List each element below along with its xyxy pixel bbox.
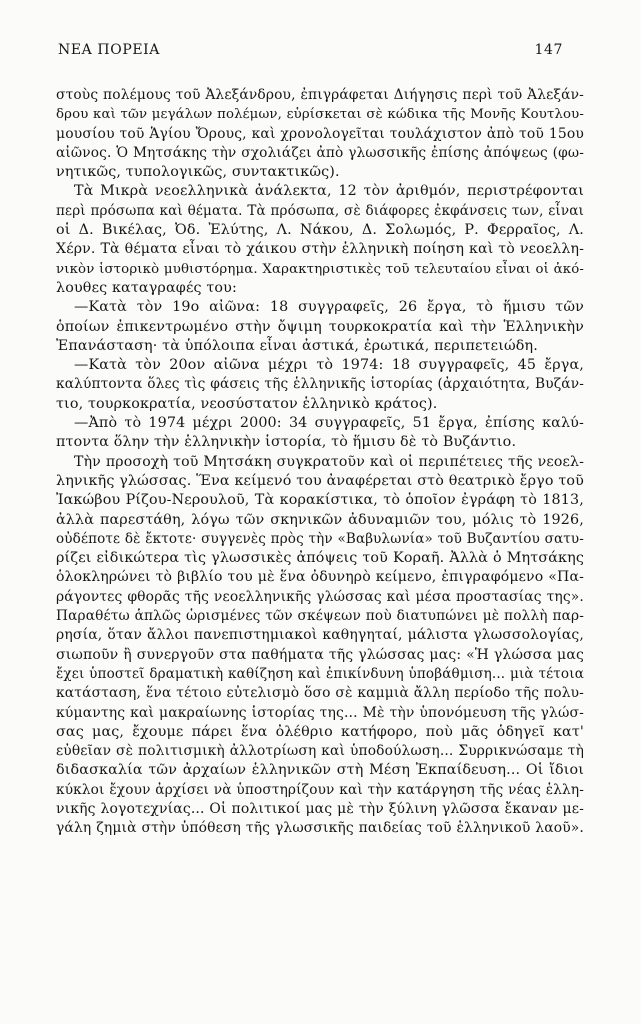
text-line: νικῆς λογοτεχνίας... Οἱ πολιτικοί μας μὲ τὴν ξύλινη γλῶσσα ἔκαναν με- [56,800,584,817]
text-line: εὐθεῖαν σὲ πολιτισμικὴ ἀλλοτρίωση καὶ ὑποδούλωση... Συρρικνώσαμε τὴ [56,743,584,760]
text-line: Τὰ Μικρὰ νεοελληνικὰ ἀνάλεκτα, 12 τὸν ἀριθμόν, περιστρέφονται [74,183,584,200]
text-line: οἱ Δ. Βικέλας, Ὀδ. Ἐλύτης, Λ. Νάκου, Δ. Σολωμός, Ρ. Φερραῖος, Λ. [56,222,584,239]
text-line: νικὸν ἱστορικὸ μυθιστόρημα. Χαρακτηριστικὲς τοῦ τελευταίου εἶναι οἱ ἀκό- [56,261,584,277]
text-line: νητικῶς, τυπολογικῶς, συντακτικῶς). [56,164,340,181]
text-line: δρου καὶ τῶν μεγάλων πολέμων, εὑρίσκεται σὲ κώδικα τῆς Μονῆς Κουτλου- [56,107,584,123]
text-line: κύμαντης καὶ μακραίωνης ἱστορίας της... Μὲ τὴν ὑπονόμευση τῆς γλώσ- [56,704,584,721]
text-line: —Κατὰ τὸν 20ον αἰῶνα μέχρι τὸ 1974: 18 συγγραφεῖς, 45 ἔργα, [74,357,584,374]
text-line: ὁλοκληρώνει τὸ βιβλίο του μὲ ἕνα ὀδυνηρὸ κείμενο, ἐπιγραφόμενο «Πα- [56,569,584,586]
page-number: 147 [534,42,563,58]
text-line: Ἰακώβου Ρίζου-Νερουλοῦ, Τὰ κορακίστικα, τὸ ὁποῖον ἐγράφη τὸ 1813, [56,492,584,509]
text-line: γάλη ζημιὰ στὴν ὑπόθεση τῆς γλωσσικῆς παιδείας τοῦ ἑλληνικοῦ λαοῦ». [56,820,584,837]
text-line: Παραθέτω ἁπλῶς ὡρισμένες τῶν σκέψεων ποὺ διατυπώνει μὲ πολλὴ παρ- [56,608,584,625]
text-line: ὁποίων ἐπικεντρωμένο στὴν ὄψιμη τουρκοκρατία καὶ τὴν Ἑλληνικὴν [56,318,584,335]
text-line: Ἐπανάσταση· τὰ ὑπόλοιπα εἶναι ἀστικά, ἐρωτικά, περιπετειώδη. [56,337,538,354]
text-line: Τὴν προσοχὴ τοῦ Μητσάκη συγκρατοῦν καὶ οἱ περιπέτειες τῆς νεοελ- [74,453,584,470]
text-line: ράγοντες φθορᾶς τῆς νεοελληνικῆς γλώσσας καὶ μέσα προστασίας της». [56,588,584,605]
text-line: —Κατὰ τὸν 19ο αἰῶνα: 18 συγγραφεῖς, 26 ἔργα, τὸ ἥμισυ τῶν [74,299,584,316]
text-line: κύκλοι ἔχουν ἀρχίσει νὰ ὑποστηρίζουν καὶ τὴν κατάργηση τῆς νέας ἑλλη- [56,781,584,798]
running-title: ΝΕΑ ΠΟΡΕΙΑ [58,42,160,58]
text-line: διδασκαλία τῶν ἀρχαίων ἑλληνικῶν στὴ Μέση Ἐκπαίδευση... Οἱ ἴδιοι [56,762,584,779]
text-line: περὶ πρόσωπα καὶ θέματα. Τὰ πρόσωπα, σὲ διάφορες ἐκφάνσεις των, εἶναι [56,202,584,219]
text-line: ληνικῆς γλώσσας. Ἕνα κείμενό του ἀναφέρεται στὸ θεατρικὸ ἔργο τοῦ [56,472,584,489]
text-line: ρησία, ὅταν ἄλλοι πανεπιστημιακοὶ καθηγηταί, μάλιστα γλωσσολογίας, [56,627,584,644]
text-line: Χέρν. Τὰ θέματα εἶναι τὸ χάικου στὴν ἑλληνικὴ ποίηση καὶ τὸ νεοελλη- [56,241,584,258]
text-line: ρίζει εἰδικώτερα τὶς γλωσσικὲς ἀπόψεις τοῦ Κοραῆ. Ἀλλὰ ὁ Μητσάκης [56,550,584,567]
text-line: κατάσταση, ἕνα τέτοιο εὐτελισμὸ ὅσο σὲ καμμιὰ ἄλλη περίοδο τῆς πολυ- [56,685,584,702]
text-line: αἰῶνος. Ὁ Μητσάκης τὴν σχολιάζει ἀπὸ γλωσσικῆς ἐπίσης ἀπόψεως (φω- [56,144,584,161]
text-line: οὐδέποτε δὲ ἔκτοτε· συγγενὲς πρὸς τὴν «Βαβυλωνία» τοῦ Βυζαντίου σατυ- [56,530,584,547]
text-line: ἔχει ὑποστεῖ δραματικὴ καθίζηση καὶ ἐπικίνδυνη ὑποβάθμιση... μιὰ τέτοια [56,665,584,682]
text-line: σας μας, ἔχουμε πάρει ἕνα ὀλέθριο κατήφορο, ποὺ μᾶς ὁδηγεῖ κατ' [56,723,584,740]
text-line: στοὺς πολέμους τοῦ Ἀλεξάνδρου, ἐπιγράφεται Διήγησις περὶ τοῦ Ἀλεξάν- [56,87,584,103]
text-line: λουθες καταγραφές του: [56,279,237,296]
text-line: μουσίου τοῦ Ἁγίου Ὄρους, καὶ χρονολογεῖται τουλάχιστον ἀπὸ τοῦ 15ου [56,125,584,142]
running-header [58,42,563,58]
text-line: τιο, τουρκοκρατία, νεοσύστατον ἑλληνικὸ κράτος). [56,395,438,412]
text-line: σιωποῦν ἢ συνεργοῦν στα παθήματα τῆς γλώσσας μας: «Ἡ γλώσσα μας [56,646,584,663]
text-line: ἀλλὰ παρεστάθη, λόγω τῶν σκηνικῶν ἀδυναμιῶν του, μόλις τὸ 1926, [56,511,584,528]
text-line: —Ἀπὸ τὸ 1974 μέχρι 2000: 34 συγγραφεῖς, 51 ἔργα, ἐπίσης καλύ- [74,415,584,432]
body-text [56,86,584,839]
text-line: καλύπτοντα ὅλες τὶς φάσεις τῆς ἑλληνικῆς ἱστορίας (ἀρχαιότητα, Βυζάν- [56,376,584,393]
text-line: πτοντα ὅλην τὴν ἑλληνικὴν ἱστορία, τὸ ἥμισυ δὲ τὸ Βυζάντιο. [56,434,517,451]
